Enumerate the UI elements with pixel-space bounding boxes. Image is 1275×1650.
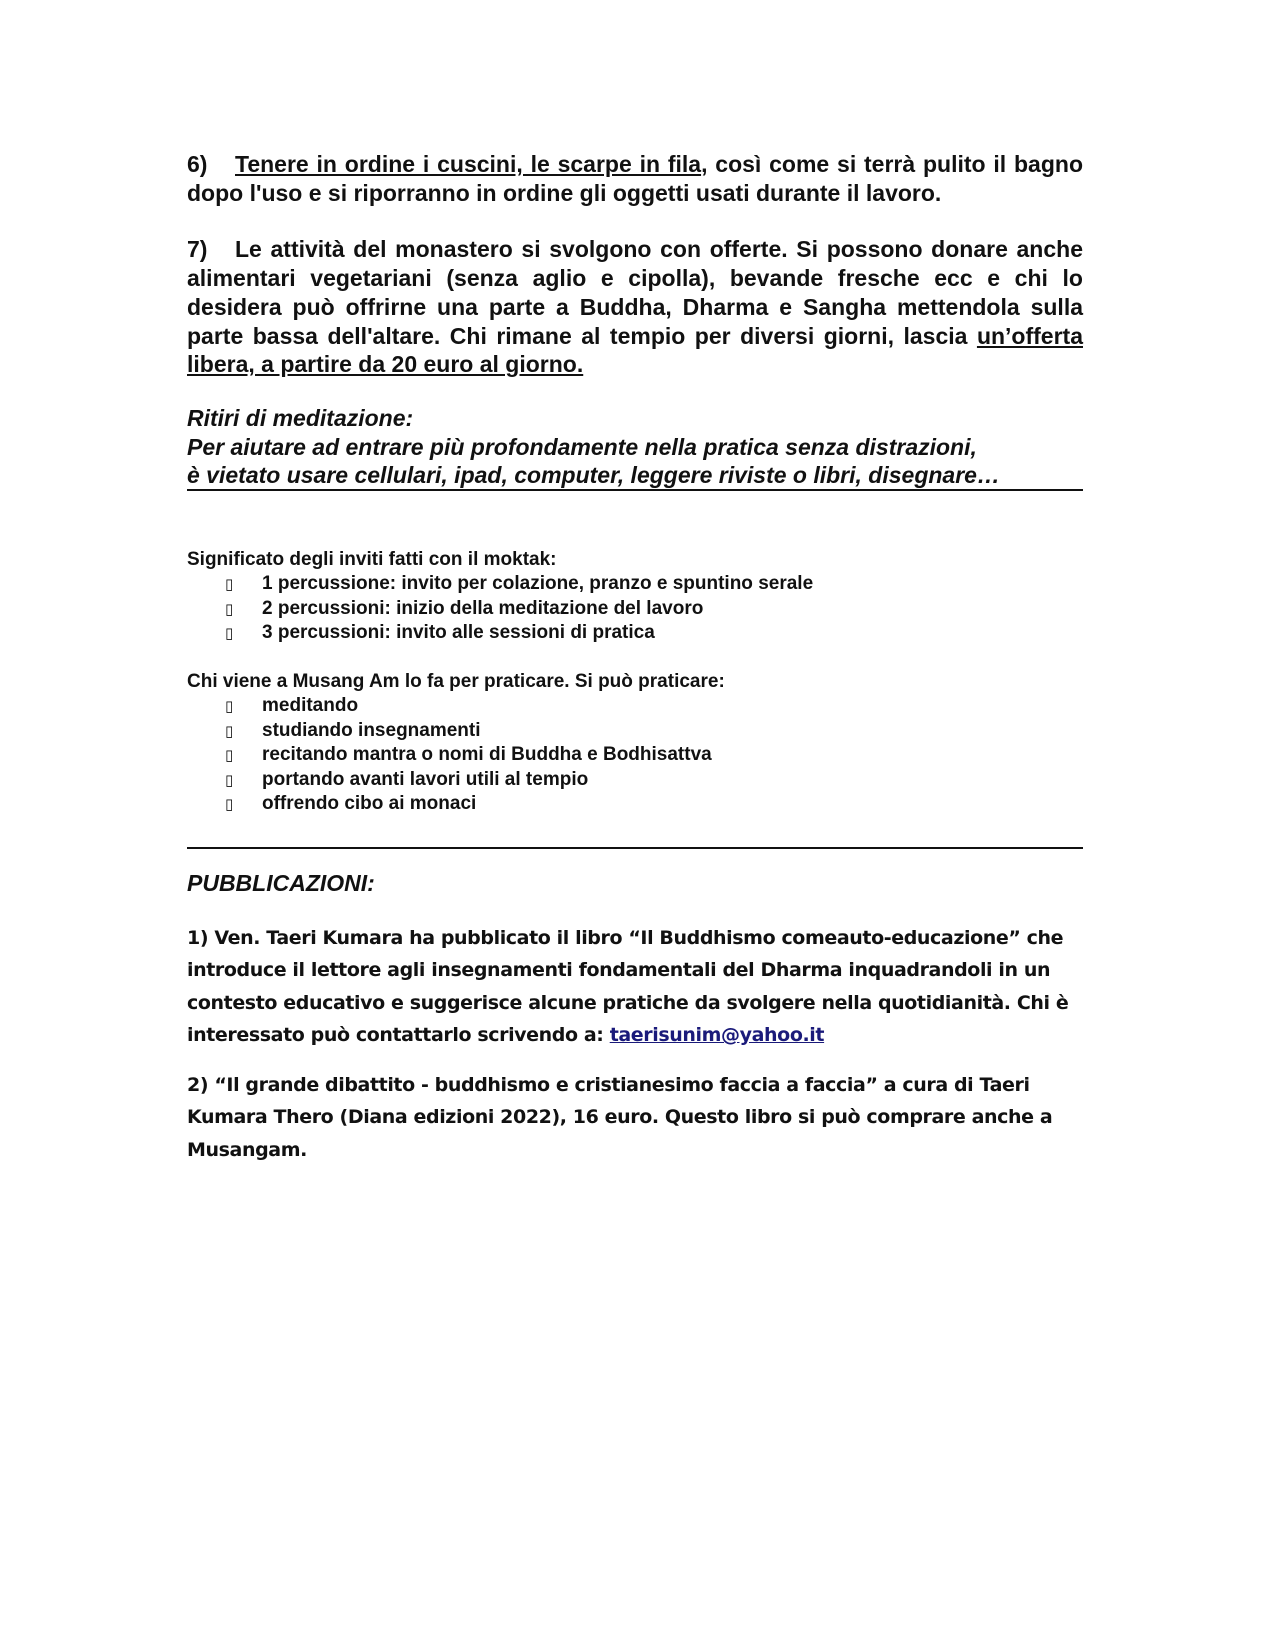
document-page	[187, 150, 1083, 1166]
bullet-icon: ▯	[225, 599, 234, 618]
retreat-line-2: è vietato usare cellulari, ipad, computer, leggere riviste o libri, disegnare…	[187, 461, 1000, 488]
list-item: ▯ portando avanti lavori utili al tempio	[187, 768, 1083, 793]
list-item: ▯ studiando insegnamenti	[187, 719, 1083, 744]
list-item: ▯ 2 percussioni: inizio della meditazione del lavoro	[187, 597, 1083, 622]
item-number: 7)	[187, 236, 208, 263]
publication-1: 1) Ven. Taeri Kumara ha pubblicato il libro “Il Buddhismo comeauto-educazione” che introduce il lettore agli insegnamenti fondamentali del Dharma inquadrandoli in un contesto educativo e suggerisce alcune pratiche da svolgere nella quotidianità. Chi è interessato può contattarlo scrivendo a: taerisunim@yahoo.it	[187, 926, 1069, 1047]
practice-list	[187, 694, 1083, 817]
bullet-icon: ▯	[225, 795, 234, 814]
moktak-list	[187, 572, 1083, 646]
moktak-intro: Significato degli inviti fatti con il moktak:	[187, 548, 557, 570]
rule-item-6	[187, 150, 1083, 207]
list-item: ▯ meditando	[187, 694, 1083, 719]
bullet-icon: ▯	[225, 624, 234, 643]
bullet-icon: ▯	[225, 697, 234, 716]
list-item: ▯ offrendo cibo ai monaci	[187, 792, 1083, 817]
item7-underlined-text: un’offerta libera, a partire da 20 euro al giorno.	[187, 322, 1083, 378]
list-item: ▯ 1 percussione: invito per colazione, pranzo e spuntino serale	[187, 572, 1083, 597]
list-item: ▯ recitando mantra o nomi di Buddha e Bodhisattva	[187, 743, 1083, 768]
list-item: ▯ 3 percussioni: invito alle sessioni di pratica	[187, 621, 1083, 646]
retreat-line-1: Per aiutare ad entrare più profondamente nella pratica senza distrazioni,	[187, 433, 977, 460]
item7-text: Le attività del monastero si svolgono con offerte. Si possono donare anche alimentari vegetariani (senza aglio e cipolla), bevande fresche ecc e chi lo desidera può offrirne una parte a Buddha, Dharma e Sangha mettendola sulla parte bassa dell'altare. Chi rimane al tempio per diversi giorni, lascia	[187, 236, 1083, 349]
item-number: 6)	[187, 151, 208, 177]
bullet-icon: ▯	[225, 721, 234, 740]
publications-title: PUBBLICAZIONI:	[187, 869, 375, 896]
retreat-title: Ritiri di meditazione:	[187, 404, 414, 431]
item6-text: , così come si terrà pulito il bagno dopo l'uso e si riporranno in ordine gli oggetti usati durante il lavoro.	[187, 151, 1083, 206]
bullet-icon: ▯	[225, 575, 234, 594]
practice-intro: Chi viene a Musang Am lo fa per praticare. Si può praticare:	[187, 670, 725, 692]
item6-underlined-text: Tenere in ordine i cuscini, le scarpe in fila	[235, 151, 702, 177]
publication-2: 2) “Il grande dibattito - buddhismo e cristianesimo faccia a faccia” a cura di Taeri Kumara Thero (Diana edizioni 2022), 16 euro. Questo libro si può comprare anche a Musangam.	[187, 1073, 1053, 1161]
email-link[interactable]: taerisunim@yahoo.it	[609, 1024, 825, 1047]
bullet-icon: ▯	[225, 746, 234, 765]
bullet-icon: ▯	[225, 770, 234, 789]
rule-item-7	[187, 235, 1083, 379]
